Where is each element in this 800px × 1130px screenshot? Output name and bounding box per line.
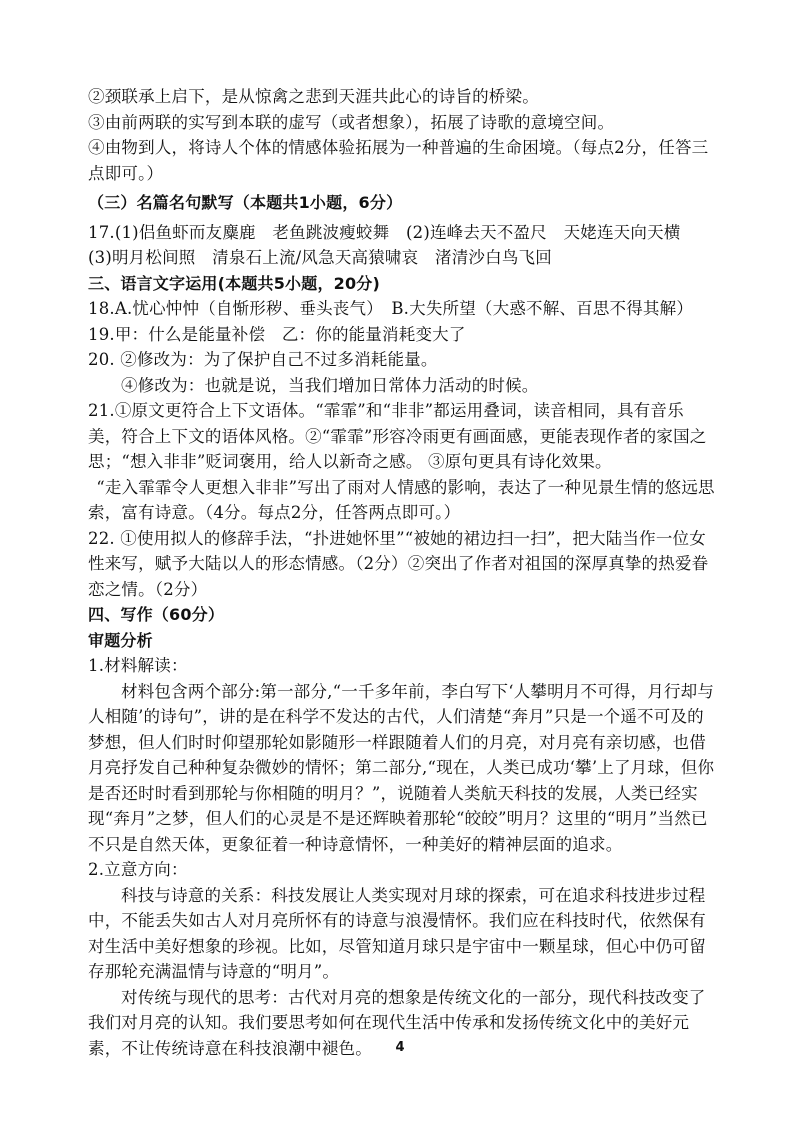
answer-line: ③由前两联的实写到本联的虚写（或者想象），拓展了诗歌的意境空间。	[88, 112, 615, 132]
answer-line: 21.①原文更符合上下文语体。“霏霏”和“非非”都运用叠词，读音相同，具有音乐美，符合上下文的语体风格。②“霏霏”形容冷雨更有画面感，更能表现作者的家国之思；“想入非非”贬词褒用，给人以新奇之感。 ③原句更具有诗化效果。	[88, 401, 707, 471]
subsection-label: 1.材料解读：	[88, 656, 188, 675]
answer-line: 18.A.忧心忡忡（自惭形秽、垂头丧气） B.大失所望（大惑不解、百思不得其解）	[88, 299, 694, 318]
section-heading: 三、语言文字运用(本题共5小题，20分)	[88, 273, 381, 293]
answer-line: 17.(1)侣鱼虾而友麋鹿 老鱼跳波瘦蛟舞 (2)连峰去天不盈尺 天姥连天向天横 (3)明月松间照 清泉石上流/风急天高猿啸哀 渚清沙白鸟飞回	[88, 222, 698, 267]
body-paragraph: 科技与诗意的关系：科技发展让人类实现对月球的探索，可在追求科技进步过程中，不能丢失如古人对月亮所怀有的诗意与浪漫情怀。我们应在科技时代，依然保有对生活中美好想象的珍视。比如，尽管知道月球只是宇宙中一颗星球，但心中仍可留存那轮充满温情与诗意的“明月”。	[88, 885, 706, 981]
document-body	[88, 84, 716, 1061]
answer-line: 22. ①使用拟人的修辞手法，“扑进她怀里”“被她的裙边扫一扫”，把大陆当作一位女性来写，赋予大陆以人的形态情感。（2分）②突出了作者对祖国的深厚真挚的热爱眷恋之情。（2分）	[88, 528, 709, 599]
answer-line: “走入霏霏令人更想入非非”写出了雨对人情感的影响，表达了一种见景生情的悠远思索，富有诗意。（4分。每点2分，任答两点即可。）	[88, 477, 715, 522]
subsection-label: 2.立意方向：	[88, 860, 188, 879]
subsection-heading: 审题分析	[88, 630, 153, 650]
answer-line: ④由物到人，将诗人个体的情感体验拓展为一种普遍的生命困境。（每点2分，任答三点即可。）	[88, 138, 709, 183]
section-heading: 四、写作（60分）	[88, 605, 225, 624]
answer-line: ②颈联承上启下，是从惊禽之悲到天涯共此心的诗旨的桥梁。	[88, 87, 539, 106]
page-number: 4	[395, 1040, 405, 1055]
section-heading: （三）名篇名句默写（本题共1小题，6分）	[88, 193, 403, 212]
answer-line: 20. ②修改为：为了保护自己不过多消耗能量。	[88, 350, 438, 369]
body-paragraph: 材料包含两个部分:第一部分,“一千多年前，李白写下‘人攀明月不可得，月行却与人相随’的诗句”，讲的是在科学不发达的古代，人们清楚“奔月”只是一个遥不可及的梦想，但人们时时仰望那轮如影随形一样跟随着人们的月亮，对月亮有亲切感，也借月亮抒发自己种种复杂微妙的情怀；第二部分,“现在，人类已成功‘攀’上了月球，但你是否还时时看到那轮与你相随的明月？”，说随着人类航天科技的发展，人类已经实现“奔月”之梦，但人们的心灵是不是还辉映着那轮“皎皎”明月？这里的“明月”当然已不只是自然天体，更象征着一种诗意情怀，一种美好的精神层面的追求。	[88, 681, 715, 854]
answer-line: 19.甲：什么是能量补偿 乙：你的能量消耗变大了	[88, 324, 466, 344]
answer-line: ④修改为：也就是说，当我们增加日常体力活动的时候。	[121, 375, 539, 395]
body-paragraph: 对传统与现代的思考：古代对月亮的想象是传统文化的一部分，现代科技改变了我们对月亮的认知。我们要思考如何在现代生活中传承和发扬传统文化中的美好元素，不让传统诗意在科技浪潮中褪色。	[88, 987, 706, 1058]
